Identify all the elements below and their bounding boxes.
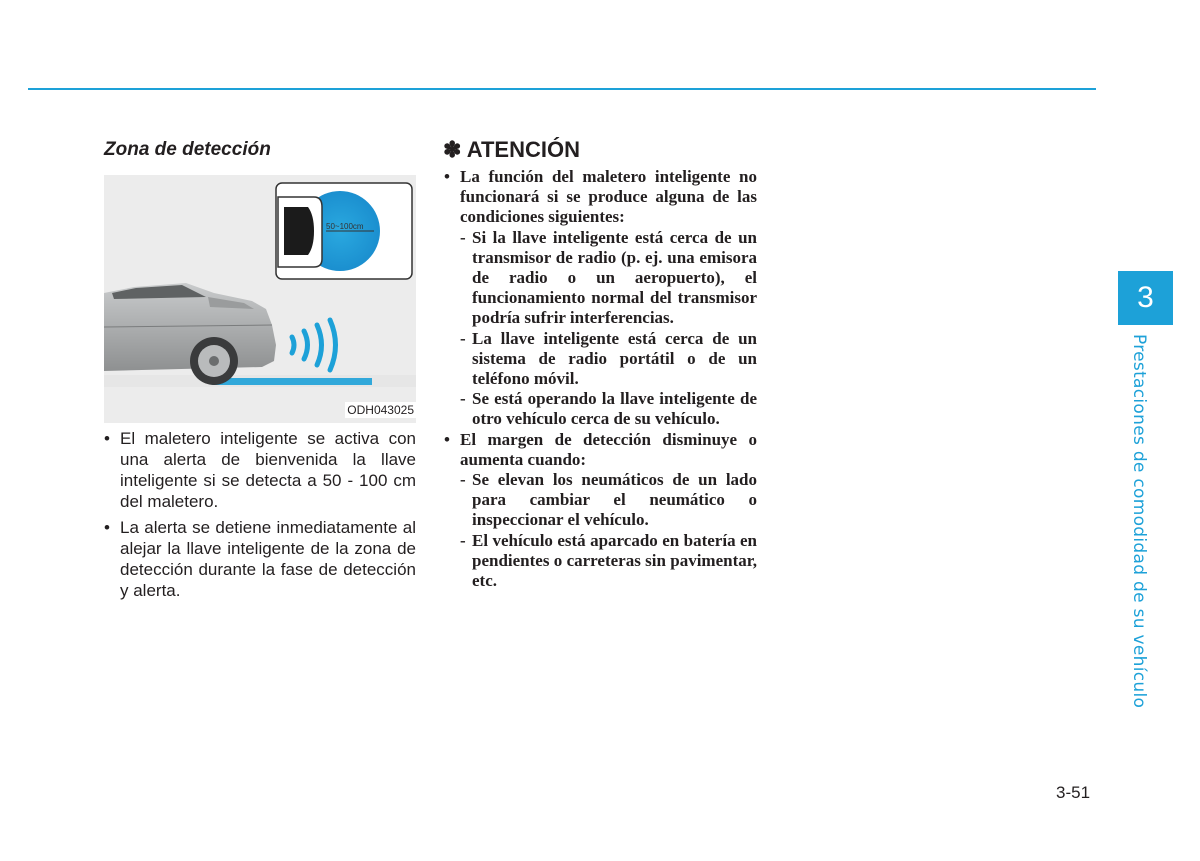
page-number: 3-51 (1056, 783, 1091, 802)
bullet-item: • El maletero inteligente se activa con una alerta de bienvenida la llave inteligente si se detecta a 50 - 100 cm del maletero. (104, 428, 416, 512)
attention-item: • El margen de detección disminuye o aumenta cuando: (444, 429, 757, 469)
distance-label: 50~100cm (326, 222, 364, 231)
attention-subitem: - Se está operando la llave inteligente de otro vehículo cerca de su vehículo. (460, 389, 757, 429)
detection-bullets (104, 428, 416, 606)
attention-subitem: - Si la llave inteligente está cerca de un transmisor de radio (p. ej. una emisora de radio o un aeropuerto), el funcionamiento normal del transmisor podría sufrir interferencias. (460, 227, 757, 328)
figure-code: ODH043025 (347, 403, 414, 417)
chapter-label: Prestaciones de comodidad de su vehículo (1129, 334, 1149, 709)
section-title: Zona de detección (104, 139, 271, 160)
attention-subitem: - El vehículo está aparcado en batería en pendientes o carreteras sin pavimentar, etc. (460, 530, 757, 591)
chapter-tab[interactable]: 3 (1118, 271, 1173, 325)
attention-subitem: - Se elevan los neumáticos de un lado para cambiar el neumático o inspeccionar el vehículo. (460, 470, 757, 530)
attention-item: • La función del maletero inteligente no funcionará si se produce alguna de las condiciones siguientes: (444, 167, 757, 227)
header-rule (28, 88, 1096, 90)
attention-list (443, 167, 757, 591)
bullet-item: • La alerta se detiene inmediatamente al alejar la llave inteligente de la zona de detección durante la fase de detección y alerta. (104, 517, 416, 601)
attention-subitem: - La llave inteligente está cerca de un sistema de radio portátil o de un teléfono móvil. (460, 328, 757, 389)
attention-heading: ✽ ATENCIÓN (443, 137, 580, 162)
detection-zone-figure (104, 175, 416, 423)
car-illustration (104, 175, 416, 423)
